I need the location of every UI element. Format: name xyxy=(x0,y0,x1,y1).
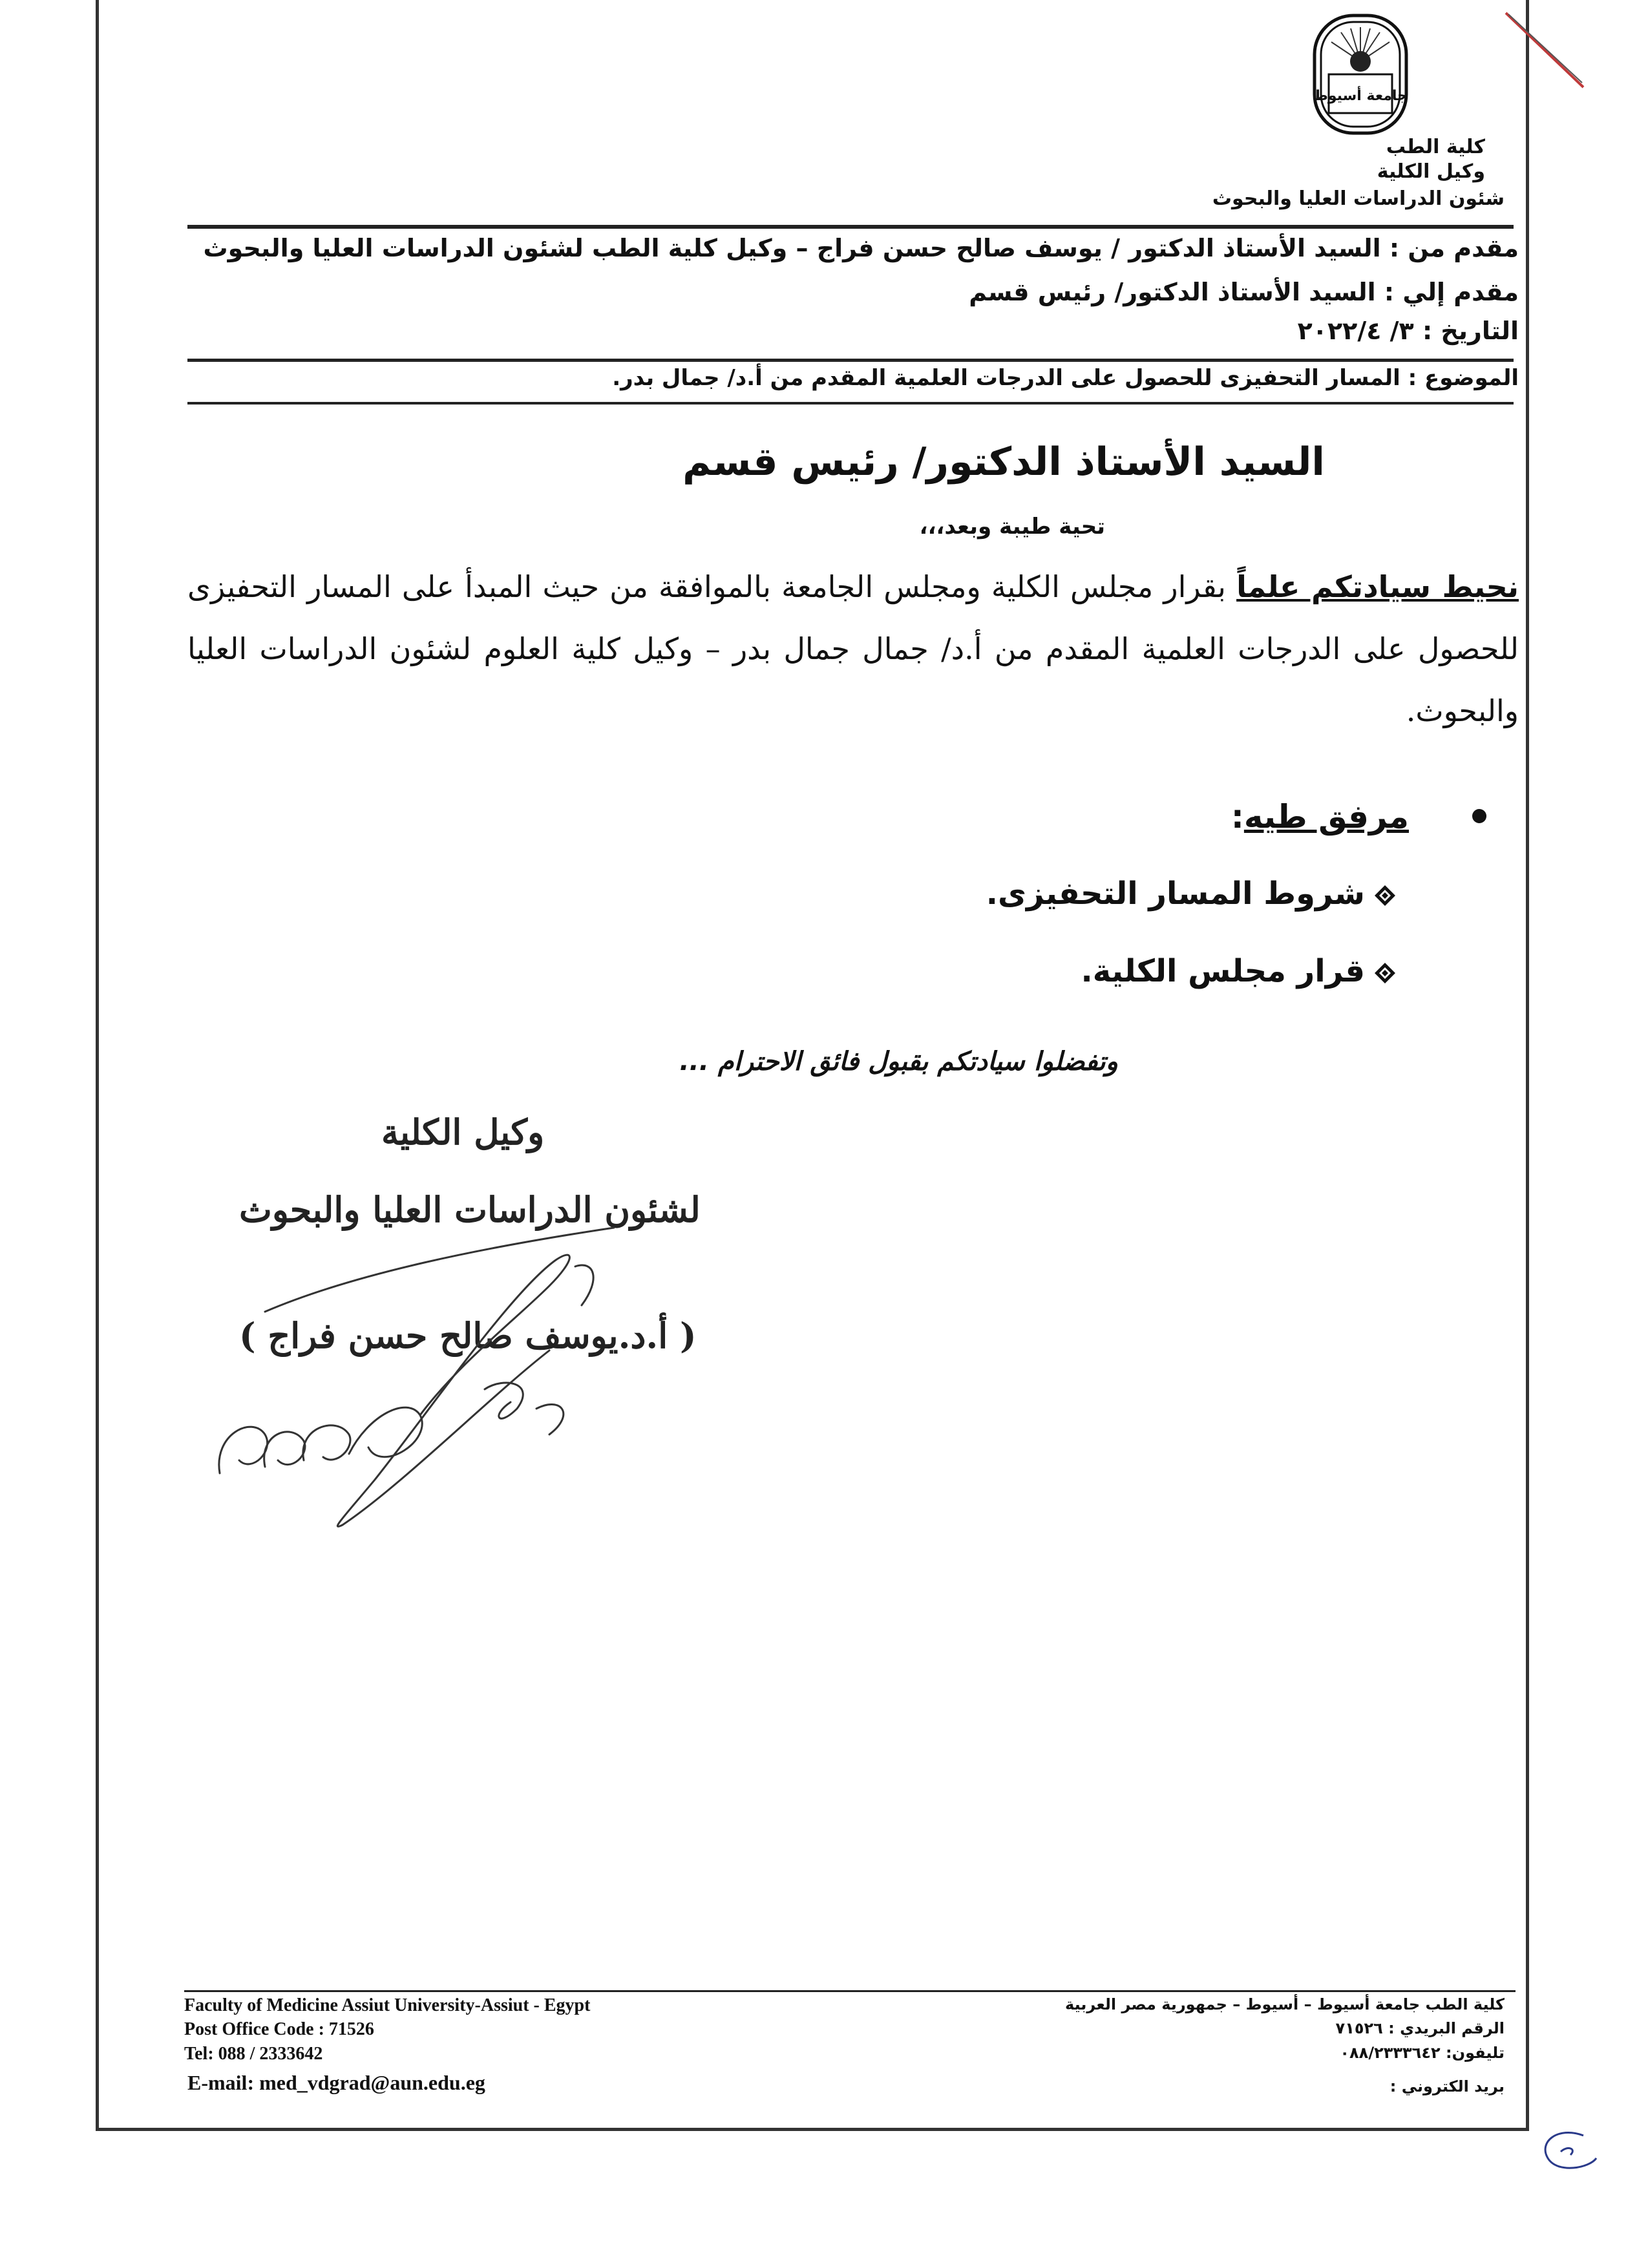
attachment-item xyxy=(986,876,1396,912)
letter-body xyxy=(187,556,1519,742)
diamond-bullet-icon xyxy=(1374,885,1396,907)
attachment-item xyxy=(1081,953,1396,989)
letter-salutation: السيد الأستاذ الدكتور/ رئيس قسم xyxy=(682,439,1325,485)
letter-body-lead: نحيط سيادتكم علماً xyxy=(1236,569,1519,604)
attachments-title xyxy=(1231,798,1409,835)
subject-divider-top xyxy=(187,359,1514,362)
letter-greeting: تحية طيبة وبعد،،، xyxy=(919,514,1105,540)
memo-to: مقدم إلي : السيد الأستاذ الدكتور/ رئيس قسم xyxy=(969,278,1519,306)
logo-text: جامعة أسيوط xyxy=(1313,88,1408,104)
footer-ar-postcode: الرقم البريدي : ٧١٥٢٦ xyxy=(1335,2019,1505,2037)
university-logo xyxy=(1312,13,1409,136)
footer-en-postcode: Post Office Code : 71526 xyxy=(184,2019,374,2039)
sign-title-vice-dean: وكيل الكلية xyxy=(381,1111,545,1153)
footer-ar-email: بريد الكتروني : xyxy=(1389,2077,1505,2095)
memo-from: مقدم من : السيد الأستاذ الدكتور / يوسف صالح حسن فراج – وكيل كلية الطب لشئون الدراسات العليا والبحوث xyxy=(203,234,1519,262)
attachments-title-text: مرفق طيه xyxy=(1243,798,1409,835)
memo-date: التاريخ : ٣/ ٢٠٢٢/٤ xyxy=(1297,317,1519,345)
diamond-bullet-icon xyxy=(1374,962,1396,984)
handwritten-signature xyxy=(213,1202,795,1564)
footer-ar-tel: تليفون: ٠٨٨/٢٣٣٣٦٤٢ xyxy=(1340,2044,1505,2062)
footer-en-faculty: Faculty of Medicine Assiut University-Assiut - Egypt xyxy=(184,1995,591,2015)
header-department: شئون الدراسات العليا والبحوث xyxy=(1212,187,1505,210)
bullet-icon xyxy=(1472,809,1486,823)
sign-name: ( أ.د.يوسف صالح حسن فراج ) xyxy=(239,1315,697,1356)
sign-title-department: لشئون الدراسات العليا والبحوث xyxy=(239,1189,701,1230)
header-vice-dean: وكيل الكلية xyxy=(1377,160,1485,183)
memo-subject: الموضوع : المسار التحفيزى للحصول على الدرجات العلمية المقدم من أ.د/ جمال بدر. xyxy=(612,365,1519,391)
footer-divider xyxy=(184,1990,1516,1992)
letter-body-text: بقرار مجلس الكلية ومجلس الجامعة بالموافقة من حيث المبدأ على المسار التحفيزى للحصول على الدرجات العلمية المقدم من أ.د/ جمال جمال بدر – وكيل كلية العلوم لشئون الدراسات العليا والبحوث. xyxy=(187,569,1519,728)
header-divider xyxy=(187,225,1514,229)
footer-ar-faculty: كلية الطب جامعة أسيوط – أسيوط – جمهورية مصر العربية xyxy=(1065,1995,1505,2013)
footer-en-email: E-mail: med_vdgrad@aun.edu.eg xyxy=(187,2071,485,2094)
header-faculty: كلية الطب xyxy=(1386,136,1485,158)
letter-closing: وتفضلوا سيادتكم بقبول فائق الاحترام ... xyxy=(679,1047,1118,1076)
subject-divider-bottom xyxy=(187,402,1514,404)
footer-en-tel: Tel: 088 / 2333642 xyxy=(184,2044,323,2064)
attachments-title-colon: : xyxy=(1231,798,1244,835)
corner-pen-mark-icon xyxy=(1532,2123,1603,2181)
attachment-item-label: شروط المسار التحفيزى. xyxy=(986,876,1365,912)
attachment-item-label: قرار مجلس الكلية. xyxy=(1081,953,1365,989)
pen-mark-icon xyxy=(1499,6,1590,97)
